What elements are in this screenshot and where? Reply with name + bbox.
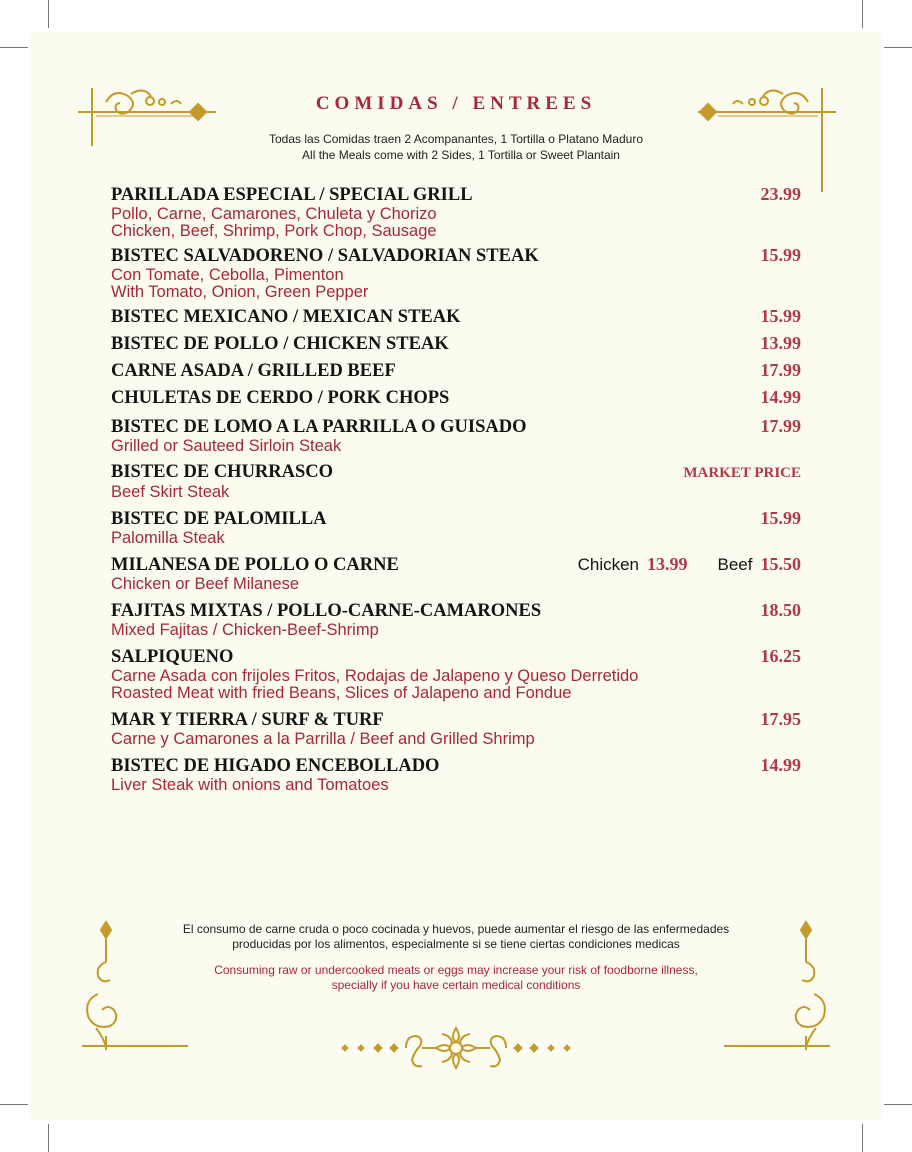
menu-list [111,181,801,796]
menu-item [111,181,801,242]
menu-item [111,597,801,641]
menu-item [111,505,801,549]
item-desc: Chicken, Beef, Shrimp, Pork Chop, Sausage [111,222,437,240]
item-price: 15.99 [760,245,801,265]
item-name: CARNE ASADA / GRILLED BEEF [111,361,396,381]
consumer-advisory-es [0,922,912,952]
item-price: 14.99 [760,387,801,407]
item-name: BISTEC DE CHURRASCO [111,462,334,482]
menu-item [111,242,801,303]
crop-mark [0,1104,28,1105]
crop-mark [0,47,28,48]
item-name: BISTEC DE POLLO / CHICKEN STEAK [111,334,449,354]
item-name: SALPIQUENO [111,647,234,667]
item-name: CHULETAS DE CERDO / PORK CHOPS [111,388,450,408]
notice-es-line: producidas por los alimentos, especialmente si se tiene ciertas condiciones medicas [232,937,680,951]
item-price: 15.99 [760,306,801,326]
option-label-beef: Beef [717,555,753,574]
option-price-beef: 15.50 [760,554,801,574]
option-price-chicken: 13.99 [647,554,688,574]
item-desc: Grilled or Sauteed Sirloin Steak [111,437,342,455]
item-name: MAR Y TIERRA / SURF & TURF [111,710,384,730]
crop-mark [48,1124,49,1152]
item-name: PARILLADA ESPECIAL / SPECIAL GRILL [111,185,473,205]
item-name: BISTEC SALVADORENO / SALVADORIAN STEAK [111,246,539,266]
notice-en-line: Consuming raw or undercooked meats or eggs may increase your risk of foodborne illness, [214,963,698,977]
crop-mark [884,1104,912,1105]
menu-item [111,459,801,503]
crop-mark [48,0,49,28]
item-price: 18.50 [760,600,801,620]
price-options [578,551,801,578]
menu-item [111,643,801,704]
notice-es-line: El consumo de carne cruda o poco cocinada y huevos, puede aumentar el riesgo de las enfermedades [182,922,730,936]
item-name: MILANESA DE POLLO O CARNE [111,555,399,575]
item-price: 17.95 [760,709,801,729]
item-name: BISTEC DE HIGADO ENCEBOLLADO [111,756,440,776]
item-desc: Carne y Camarones a la Parrilla / Beef and Grilled Shrimp [111,730,535,748]
item-price: 14.99 [760,755,801,775]
menu-item [111,551,801,595]
subtitle-en: All the Meals come with 2 Sides, 1 Tortilla or Sweet Plantain [302,148,620,162]
item-name: BISTEC DE PALOMILLA [111,509,327,529]
item-desc: Roasted Meat with fried Beans, Slices of Jalapeno and Fondue [111,684,572,702]
item-desc: Palomilla Steak [111,529,225,547]
item-desc: Chicken or Beef Milanese [111,575,300,593]
item-price: 17.99 [760,360,801,380]
item-desc: Mixed Fajitas / Chicken-Beef-Shrimp [111,621,379,639]
menu-item [111,413,801,457]
subtitle [0,131,912,163]
item-desc: With Tomato, Onion, Green Pepper [111,283,369,301]
item-desc: Carne Asada con frijoles Fritos, Rodajas de Jalapeno y Queso Derretido [111,667,639,685]
item-price: 13.99 [760,333,801,353]
item-price: MARKET PRICE [683,465,801,481]
flower-divider-icon [330,1024,582,1070]
menu-item [111,752,801,796]
item-name: BISTEC MEXICANO / MEXICAN STEAK [111,307,461,327]
item-price: 17.99 [760,416,801,436]
menu-item [111,330,801,357]
crop-mark [884,47,912,48]
item-price: 15.99 [760,508,801,528]
consumer-advisory-en [0,963,912,993]
item-name: BISTEC DE LOMO A LA PARRILLA O GUISADO [111,417,527,437]
option-label-chicken: Chicken [577,555,640,574]
item-price: 23.99 [760,184,801,204]
menu-item [111,384,801,411]
item-desc: Beef Skirt Steak [111,483,230,501]
crop-mark [862,0,863,28]
menu-item [111,706,801,750]
item-desc: Liver Steak with onions and Tomatoes [111,776,389,794]
item-desc: Pollo, Carne, Camarones, Chuleta y Chorizo [111,205,437,223]
item-price: 16.25 [760,646,801,666]
item-name: FAJITAS MIXTAS / POLLO-CARNE-CAMARONES [111,601,542,621]
crop-mark [862,1124,863,1152]
subtitle-es: Todas las Comidas traen 2 Acompanantes, 1 Tortilla o Platano Maduro [269,132,643,146]
menu-item [111,357,801,384]
menu-item [111,303,801,330]
page-title: COMIDAS / ENTREES [315,93,597,114]
notice-en-line: specially if you have certain medical conditions [331,978,581,992]
item-desc: Con Tomate, Cebolla, Pimenton [111,266,344,284]
